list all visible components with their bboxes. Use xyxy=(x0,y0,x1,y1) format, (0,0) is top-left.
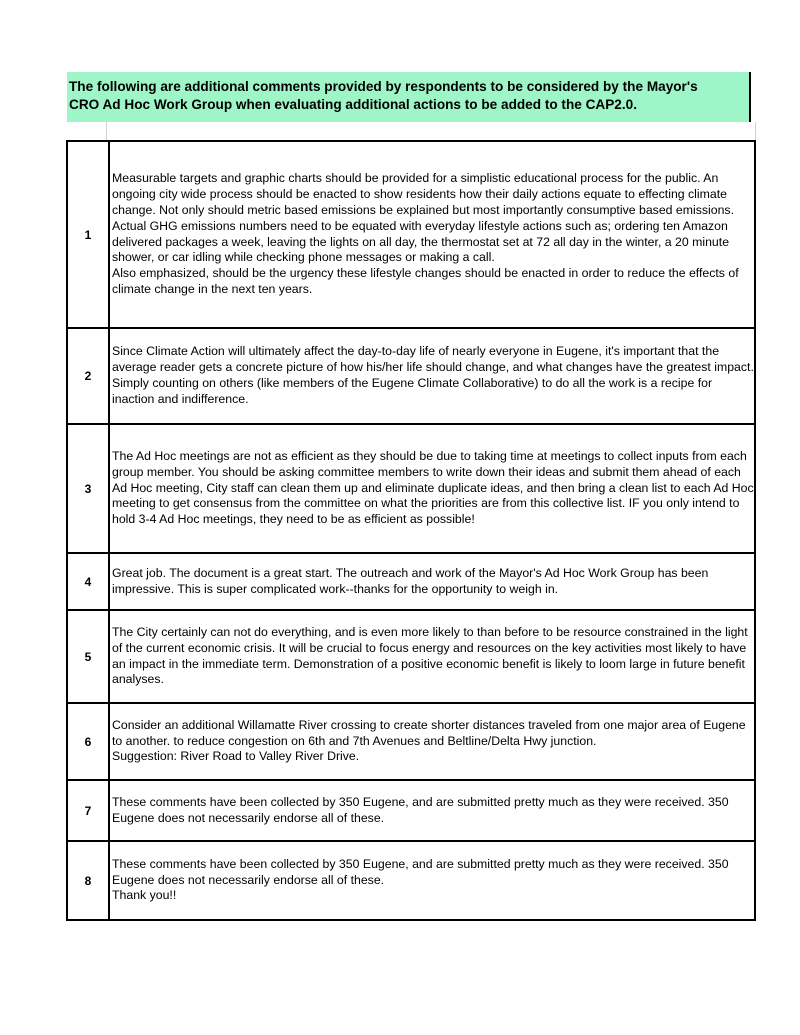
comment-number: 1 xyxy=(67,141,109,328)
table-row xyxy=(67,328,755,424)
table-row xyxy=(67,610,755,703)
comment-number: 6 xyxy=(67,703,109,780)
comment-text: Consider an additional Willamatte River crossing to create shorter distances traveled from one major area of Eugene to another. to reduce congestion on 6th and 7th Avenues and Beltline/Delta Hwy junction. Suggestion: River Road to Valley River Drive. xyxy=(109,703,755,780)
comment-text: Measurable targets and graphic charts should be provided for a simplistic educational process for the public. An ongoing city wide process should be enacted to show residents how their daily actions equate to effecting climate change. Not only should metric based emissions be explained but most importantly consumptive based emissions. Actual GHG emissions numbers need to be equated with everyday lifestyle actions such as; ordering ten Amazon delivered packages a week, leaving the lights on all day, the thermostat set at 72 all day in the winter, a 20 minute shower, or car idling while checking phone messages or making a call. Also emphasized, should be the urgency these lifestyle changes should be enacted in order to reduce the effects of climate change in the next ten years. xyxy=(109,141,755,328)
header-banner xyxy=(67,72,751,122)
table-row xyxy=(67,553,755,610)
table-row xyxy=(67,703,755,780)
table-row xyxy=(67,841,755,920)
comment-text: These comments have been collected by 350 Eugene, and are submitted pretty much as they were received. 350 Eugene does not necessarily endorse all of these. Thank you!! xyxy=(109,841,755,920)
table-row xyxy=(67,780,755,841)
comment-text: The City certainly can not do everything, and is even more likely to than before to be resource constrained in the light of the current economic crisis. It will be crucial to focus energy and resources on the key activities most likely to have an impact in the immediate term. Demonstration of a positive economic benefit is likely to loom large in future benefit analyses. xyxy=(109,610,755,703)
comment-text: Since Climate Action will ultimately affect the day-to-day life of nearly everyone in Eugene, it's important that the average reader gets a concrete picture of how his/her life should change, and what changes have the greatest impact. Simply counting on others (like members of the Eugene Climate Collaborative) to do all the work is a recipe for inaction and indifference. xyxy=(109,328,755,424)
comment-text: Great job. The document is a great start. The outreach and work of the Mayor's Ad Hoc Work Group has been impressive. This is super complicated work--thanks for the opportunity to weigh in. xyxy=(109,553,755,610)
comment-number: 5 xyxy=(67,610,109,703)
table-row xyxy=(67,424,755,553)
blank-row xyxy=(106,122,756,140)
table-row xyxy=(67,141,755,328)
header-line-1: The following are additional comments provided by respondents to be considered by the Mayor's xyxy=(69,79,698,94)
comments-table xyxy=(66,140,756,921)
comment-number: 7 xyxy=(67,780,109,841)
comment-text: These comments have been collected by 350 Eugene, and are submitted pretty much as they were received. 350 Eugene does not necessarily endorse all of these. xyxy=(109,780,755,841)
comment-number: 2 xyxy=(67,328,109,424)
header-line-2: CRO Ad Hoc Work Group when evaluating additional actions to be added to the CAP2.0. xyxy=(69,97,637,112)
comment-text: The Ad Hoc meetings are not as efficient as they should be due to taking time at meetings to collect inputs from each group member. You should be asking committee members to write down their ideas and submit them ahead of each Ad Hoc meeting, City staff can clean them up and eliminate duplicate ideas, and then bring a clean list to each Ad Hoc meeting to get consensus from the committee on what the priorities are from this collective list. IF you only intend to hold 3-4 Ad Hoc meetings, they need to be as efficient as possible! xyxy=(109,424,755,553)
comment-number: 4 xyxy=(67,553,109,610)
comment-number: 3 xyxy=(67,424,109,553)
comment-number: 8 xyxy=(67,841,109,920)
